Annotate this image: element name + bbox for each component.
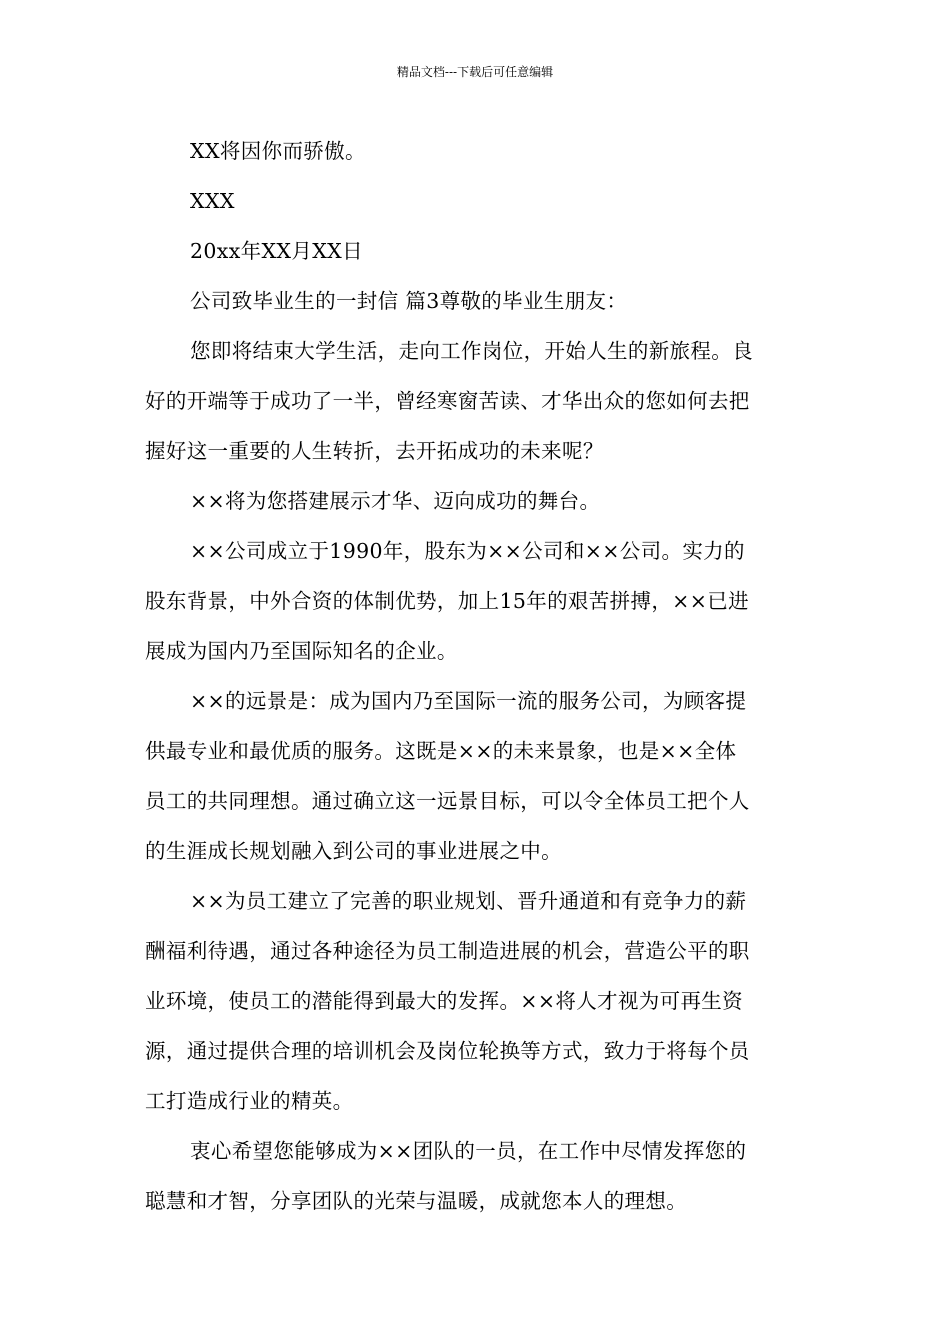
text-line: ××的远景是：成为国内乃至国际一流的服务公司，为顾客提 bbox=[190, 689, 747, 713]
text-line: 展成为国内乃至国际知名的企业。 bbox=[145, 639, 458, 663]
text-line: ××将为您搭建展示才华、迈向成功的舞台。 bbox=[190, 489, 601, 513]
text-line: 公司致毕业生的一封信 篇3尊敬的毕业生朋友： bbox=[190, 289, 628, 313]
page-header: 精品文档---下载后可任意编辑 bbox=[396, 65, 554, 79]
text-line: 工打造成行业的精英。 bbox=[145, 1089, 354, 1113]
text-line: XX将因你而骄傲。 bbox=[190, 139, 366, 163]
text-line: 握好这一重要的人生转折，去开拓成功的未来呢？ bbox=[145, 439, 604, 463]
text-line: 业环境，使员工的潜能得到最大的发挥。××将人才视为可再生资 bbox=[145, 989, 744, 1013]
text-line: ××为员工建立了完善的职业规划、晋升通道和有竞争力的薪 bbox=[190, 889, 747, 913]
text-line: 聪慧和才智，分享团队的光荣与温暖，成就您本人的理想。 bbox=[145, 1189, 688, 1213]
text-line: 供最专业和最优质的服务。这既是××的未来景象，也是××全体 bbox=[145, 739, 737, 763]
text-line: 衷心希望您能够成为××团队的一员，在工作中尽情发挥您的 bbox=[190, 1139, 747, 1163]
text-line: 股东背景，中外合资的体制优势，加上15年的艰苦拼搏，××已进 bbox=[145, 589, 749, 613]
text-line: 您即将结束大学生活，走向工作岗位，开始人生的新旅程。良 bbox=[190, 339, 753, 363]
text-line: ××公司成立于1990年，股东为××公司和××公司。实力的 bbox=[190, 539, 745, 563]
text-line: 源，通过提供合理的培训机会及岗位轮换等方式，致力于将每个员 bbox=[145, 1039, 750, 1063]
text-line: 20xx年XX月XX日 bbox=[190, 239, 363, 263]
text-line: 好的开端等于成功了一半，曾经寒窗苦读、才华出众的您如何去把 bbox=[145, 389, 750, 413]
text-line: 的生涯成长规划融入到公司的事业进展之中。 bbox=[145, 839, 562, 863]
text-line: 酬福利待遇，通过各种途径为员工制造进展的机会，营造公平的职 bbox=[145, 939, 750, 963]
text-line: XXX bbox=[190, 189, 235, 213]
text-line: 员工的共同理想。通过确立这一远景目标，可以令全体员工把个人 bbox=[145, 789, 750, 813]
